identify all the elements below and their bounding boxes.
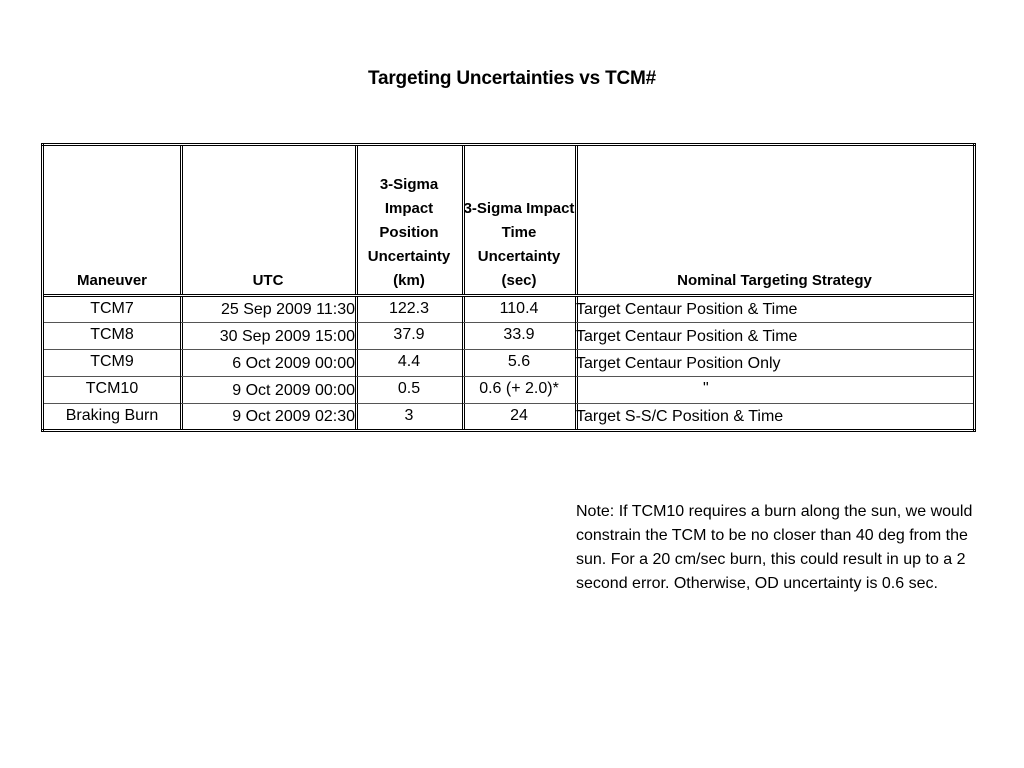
footnote: Note: If TCM10 requires a burn along the sun, we would constrain the TCM to be no closer than 40 deg from the sun. For a 20 cm/sec burn, this could result in up to a 2 second error. Otherwise, OD uncertainty is 0.6 sec. [576, 503, 973, 592]
header-targeting-strategy: Nominal Targeting Strategy [576, 145, 975, 296]
header-maneuver: Maneuver [43, 145, 181, 296]
header-position-uncertainty: 3-Sigma Impact Position Uncertainty (km) [356, 145, 463, 296]
cell-time-uncertainty: 110.4 [463, 296, 576, 323]
page-title: Targeting Uncertainties vs TCM# [367, 68, 656, 89]
cell-position-uncertainty: 3 [356, 404, 463, 431]
cell-utc: 30 Sep 2009 15:00 [181, 323, 356, 350]
table-row [43, 323, 975, 350]
table-row [43, 296, 975, 323]
cell-strategy: Target S-S/C Position & Time [576, 404, 975, 431]
cell-strategy: Target Centaur Position & Time [576, 296, 975, 323]
cell-strategy-ditto: " [576, 377, 975, 404]
header-utc: UTC [181, 145, 356, 296]
cell-maneuver: TCM10 [43, 377, 181, 404]
cell-strategy: Target Centaur Position Only [576, 350, 975, 377]
header-time-uncertainty: 3-Sigma Impact Time Uncertainty (sec) [463, 145, 576, 296]
cell-maneuver: TCM7 [43, 296, 181, 323]
table-row [43, 377, 975, 404]
cell-strategy: Target Centaur Position & Time [576, 323, 975, 350]
cell-utc: 9 Oct 2009 00:00 [181, 377, 356, 404]
table-row [43, 404, 975, 431]
targeting-uncertainty-table [41, 143, 976, 432]
cell-utc: 25 Sep 2009 11:30 [181, 296, 356, 323]
cell-maneuver: Braking Burn [43, 404, 181, 431]
cell-time-uncertainty: 33.9 [463, 323, 576, 350]
cell-utc: 9 Oct 2009 02:30 [181, 404, 356, 431]
cell-maneuver: TCM8 [43, 323, 181, 350]
table-header-row [43, 145, 975, 296]
cell-time-uncertainty: 24 [463, 404, 576, 431]
cell-position-uncertainty: 4.4 [356, 350, 463, 377]
table-row [43, 350, 975, 377]
cell-time-uncertainty: 0.6 (+ 2.0)* [463, 377, 576, 404]
cell-maneuver: TCM9 [43, 350, 181, 377]
cell-position-uncertainty: 122.3 [356, 296, 463, 323]
cell-time-uncertainty: 5.6 [463, 350, 576, 377]
cell-position-uncertainty: 37.9 [356, 323, 463, 350]
cell-utc: 6 Oct 2009 00:00 [181, 350, 356, 377]
cell-position-uncertainty: 0.5 [356, 377, 463, 404]
